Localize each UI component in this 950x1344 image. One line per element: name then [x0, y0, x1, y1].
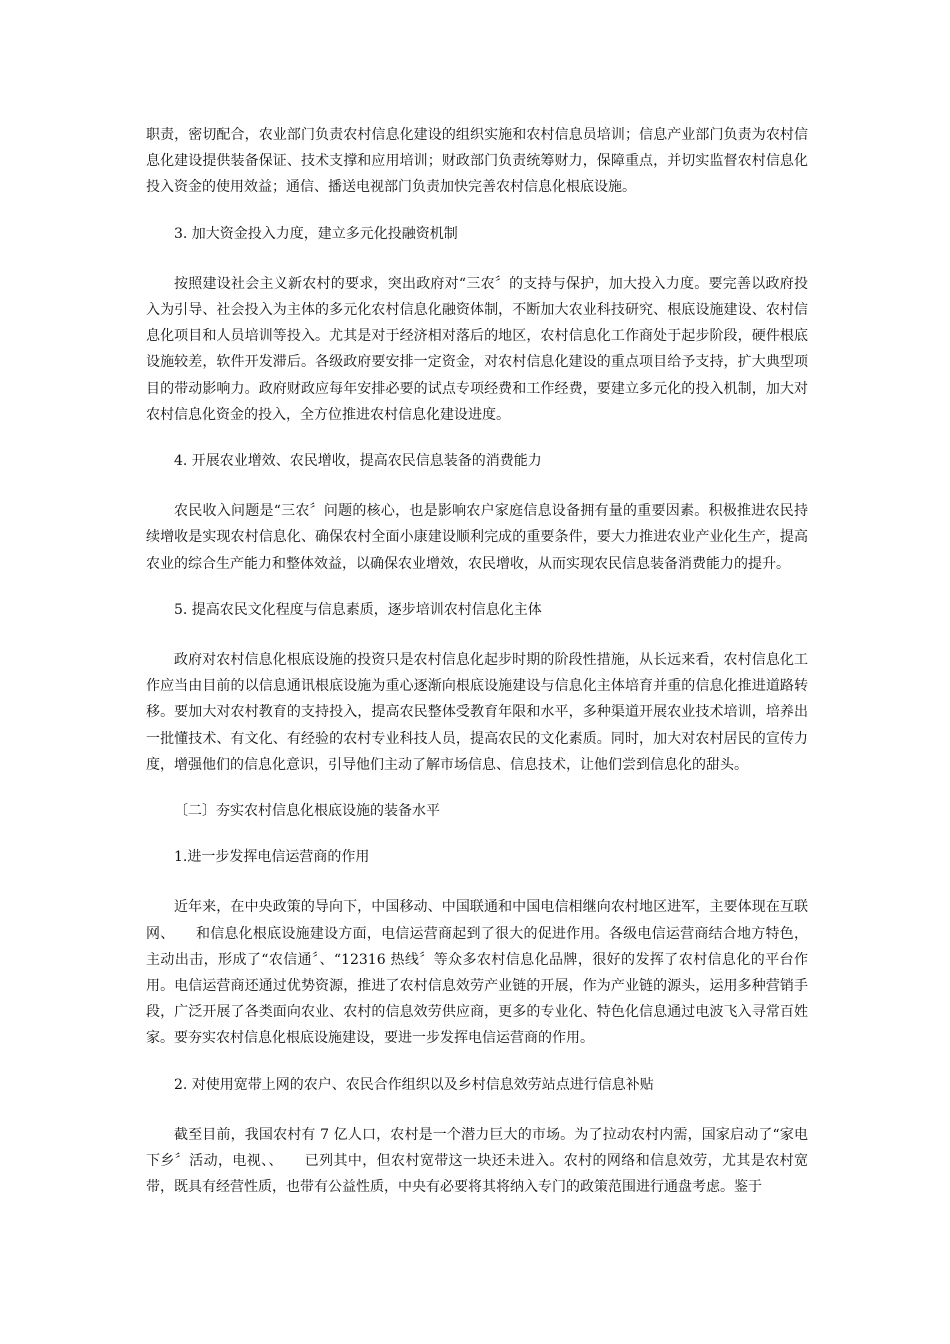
- paragraph-income: 农民收入问题是“三农〞问题的核心，也是影响农户家庭信息设备拥有量的重要因素。积极推进农民持续增收是实现农村信息化、确保农村全面小康建设顺利完成的重要条件，要大力推进农业产业化生产，提高农业的综合生产能力和整体效益，以确保农业增效，农民增收，从而实现农民信息装备消费能力的提升。: [146, 503, 808, 572]
- paragraph-telecom: 近年来，在中央政策的导向下，中国移动、中国联通和中国电信相继向农村地区进军，主要体现在互联网、 和信息化根底设施建设方面，电信运营商起到了很大的促进作用。各级电信运营商结合地方特色，主动出击，形成了“农信通〞、“12316 热线〞等众多农村信息化品牌，很好的发挥了农村信息化的平台作用。电信运营商还通过优势资源，推进了农村信息效劳产业链的开展，作为产业链的源头，运用多种营销手段，广泛开展了各类面向农业、农村的信息效劳供应商，更多的专业化、特色化信息通过电波飞入寻常百姓家。要夯实农村信息化根底设施建设，要进一步发挥电信运营商的作用。: [146, 899, 808, 1047]
- paragraph-investment: 按照建设社会主义新农村的要求，突出政府对“三农〞的支持与保护，加大投入力度。要完善以政府投入为引导、社会投入为主体的多元化农村信息化融资体制，不断加大农业科技研究、根底设施建设、农村信息化项目和人员培训等投入。尤其是对于经济相对落后的地区，农村信息化工作商处于起步阶段，硬件根底设施较差，软件开发滞后。各级政府要安排一定资金，对农村信息化建设的重点项目给予支持，扩大典型项目的带动影响力。政府财政应每年安排必要的试点专项经费和工作经费，要建立多元化的投入机制，加大对农村信息化资金的投入，全方位推进农村信息化建设进度。: [146, 275, 808, 423]
- document-page: [146, 122, 808, 1201]
- section-heading-3: 3. 加大资金投入力度，建立多元化投融资机制: [174, 225, 458, 242]
- section-heading-1: 1.进一步发挥电信运营商的作用: [174, 849, 370, 866]
- section-heading-2: 2. 对使用宽带上网的农户、农民合作组织以及乡村信息效劳站点进行信息补贴: [174, 1076, 654, 1093]
- subsection-heading-2: 〔二〕夯实农村信息化根底设施的装备水平: [174, 803, 440, 820]
- section-heading-5: 5. 提高农民文化程度与信息素质，逐步培训农村信息化主体: [174, 601, 542, 618]
- paragraph-broadband: 截至目前，我国农村有 7 亿人口，农村是一个潜力巨大的市场。为了拉动农村内需，国家启动了“家电下乡〞活动，电视、、 已列其中，但农村宽带这一块还未进入。农村的网络和信息效劳，尤其是农村宽带，既具有经营性质，也带有公益性质，中央有必要将其将纳入专门的政策范围进行通盘考虑。鉴于: [146, 1126, 808, 1196]
- section-heading-4: 4. 开展农业增效、农民增收，提高农民信息装备的消费能力: [174, 453, 542, 470]
- paragraph-education: 政府对农村信息化根底设施的投资只是农村信息化起步时期的阶段性措施，从长远来看，农村信息化工作应当由目前的以信息通讯根底设施为重心逐渐向根底设施建设与信息化主体培育并重的信息化推进道路转移。要加大对农村教育的支持投入，提高农民整体受教育年限和水平，多种渠道开展农业技术培训，培养出一批懂技术、有文化、有经验的农村专业科技人员，提高农民的文化素质。同时，加大对农村居民的宣传力度，增强他们的信息化意识，引导他们主动了解市场信息、信息技术，让他们尝到信息化的甜头。: [146, 652, 808, 773]
- paragraph-responsibilities: 职责，密切配合，农业部门负责农村信息化建设的组织实施和农村信息员培训；信息产业部门负责为农村信息化建设提供装备保证、技术支撑和应用培训；财政部门负责统筹财力，保障重点，并切实监督农村信息化投入资金的使用效益；通信、播送电视部门负责加快完善农村信息化根底设施。: [146, 127, 808, 196]
